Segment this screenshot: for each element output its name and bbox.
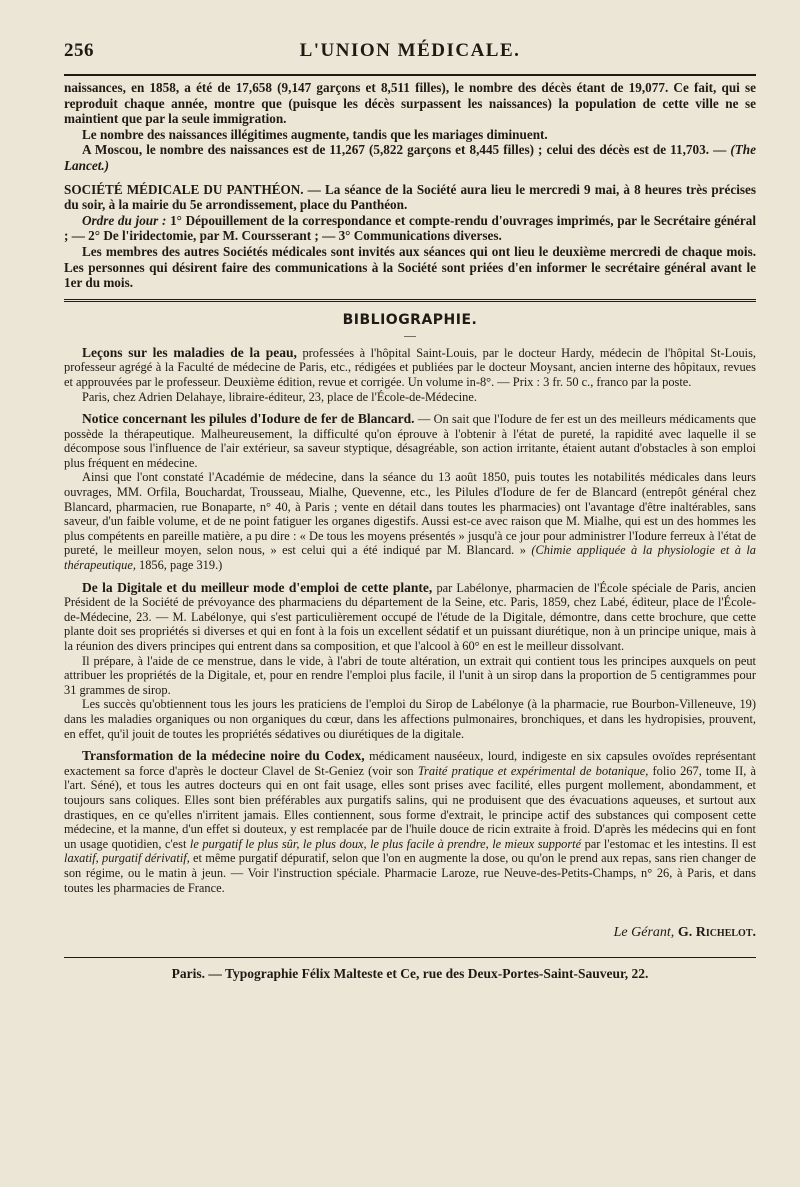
paragraph: Le nombre des naissances illégitimes augmente, tandis que les mariages diminuent. (82, 126, 548, 142)
agenda-label: Ordre du jour : (82, 212, 167, 228)
paragraph: Les succès qu'obtiennent tous les jours les praticiens de l'emploi du Sirop de Labélonye (à la pharmacie, rue Bourbon-Villeneuve, 19) dans les maladies organiques ou non organiques du cœur, dans les affections pulmonaires, bronchiques, et dans les hydropisies, prouvent, en effet, qu'il jouit de toutes les propriétés sédatives ou diurétiques de la digitale. (64, 697, 756, 741)
society-notice: SOCIÉTÉ MÉDICALE DU PANTHÉON. — La séance de la Société aura lieu le mercredi 9 mai, à 8 heures très précises du soir, à la mairie du 5e arrondissement, place du Panthéon. (64, 181, 756, 213)
bib-entry: Notice concernant les pilules d'Iodure de fer de Blancard. — On sait que l'Iodure de fer est un des meilleurs médicaments que possède la thérapeutique. Malheureusement, la difficulté qu'on éprouve à l'obtenir à l'état de pureté, la rapidité avec laquelle il se décompose sous l'influence de l'air extérieur, sa saveur styptique, désagréable, son action irritante, étaient autant d'obstacles à son emploi plus fréquent en médecine. (64, 411, 756, 470)
footer-rule (64, 957, 756, 958)
paragraph: Paris, chez Adrien Delahaye, libraire-éditeur, 23, place de l'École-de-Médecine. (82, 389, 477, 404)
entry-title: Leçons sur les maladies de la peau, (82, 344, 297, 360)
page-header (64, 40, 756, 68)
header-rule (64, 74, 756, 76)
paragraph: Il prépare, à l'aide de ce menstrue, dans le vide, à l'abri de toute altération, un extrait qui contient tous les principes auxquels on peut attribuer les propriétés de la Digitale, et, pour en rendre l'emploi plus facile, il l'unit à un sirop dans la proportion de 5 centigrammes pour 31 grammes de sirop. (64, 653, 756, 697)
section-heading: BIBLIOGRAPHIE. (342, 311, 478, 328)
paragraph: A Moscou, le nombre des naissances est de 11,267 (5,822 garçons et 8,445 filles) ; celui des décès est de 11,703. — (The Lancet.) (64, 142, 756, 173)
bib-entry: De la Digitale et du meilleur mode d'emploi de cette plante, par Labélonye, pharmacien de l'École spéciale de Paris, ancien Président de la Société de prévoyance des pharmaciens du département de la Seine, etc. Paris, 1859, chez Labé, éditeur, place de l'École-de-Médecine, 23. — M. Labélonye, qui s'est particulièrement occupé de l'étude de la Digitale, démontre, dans cette brochure, que cette plante doit ses propriétés si diverses et qui en font à la fois un excellent sédatif et un puissant diurétique, non à un principe unique, mais à la réunion des divers principes qui entrent dans sa composition, et que l'alcool à 60° en est le meilleur dissolvant. (64, 579, 757, 653)
source-citation: (The Lancet.) (64, 142, 756, 173)
bibliography-section (64, 346, 756, 895)
paragraph: Ainsi que l'ont constaté l'Académie de médecine, dans la séance du 13 août 1850, puis toutes les notabilités médicales dans leurs ouvrages, MM. Orfila, Bouchardat, Trousseau, Mialhe, Quevenne, etc., les Pilules d'Iodure de fer de Blancard (entrepôt général chez Blancard, pharmacien, rue Bonaparte, n° 40, à Paris ; vente en détail dans toutes les pharmacies) ont l'avantage d'être inaltérables, sans saveur, d'un faible volume, et de ne point fatiguer les organes digestifs. Aussi est-ce avec raison que M. Mialhe, qui est un des hommes les plus compétents en pareille matière, a pu dire : « De tous les moyens présentés » jusqu'à ce jour pour administrer l'Iodure ferreux à l'état de pureté, le meilleur moyen, selon nous, » est celui qui a été indiqué par M. Blancard. » (Chimie appliquée à la physiologie et à la thérapeutique, 1856, page 319.) (64, 470, 757, 573)
heading-dash: — (404, 327, 416, 342)
paragraph: Les membres des autres Sociétés médicales sont invités aux séances qui ont lieu le deuxième mercredi de chaque mois. Les personnes qui désirent faire des communications à la Société sont priées d'en informer le secrétaire général avant le 1er du mois. (64, 243, 756, 291)
printer-imprint: Paris. — Typographie Félix Malteste et Ce, rue des Deux-Portes-Saint-Sauveur, 22. (171, 966, 649, 982)
bib-entry: Transformation de la médecine noire du Codex, médicament nauséeux, lourd, indigeste en six capsules ovoïdes représentant exactement sa force d'après le docteur Clavel de St-Geniez (voir son Traité pratique et expérimental de botanique, folio 267, tome II, à l'art. Séné), et tous les autres docteurs qui en ont fait usage, elles sont prises avec facilité, elles purgent mollement, abondamment, et toujours sans coliques. Elles sont bien préférables aux purgatifs salins, qui ne produisent que des évacuations aqueuses, et surtout aux drastiques, en ce qu'elles n'irritent jamais. Elles contiennent, sous forme d'extrait, le principe actif des substances qui composent cette médecine, et la manne, d'un effet si douteux, y est remplacée par de l'huile douce de ricin extraite à froid. D'après les médecins qui en font un usage quotidien, c'est le purgatif le plus sûr, le plus doux, le plus facile à prendre, le mieux supporté par l'estomac et les intestins. Il est laxatif, purgatif dérivatif, et même purgatif dépuratif, selon que l'on en augmente la dose, ou qu'on le prend aux repas, sans rien changer de son régime, ou le matin à jeun. — Voir l'instruction spéciale. Pharmacie Laroze, rue Neuve-des-Petits-Champs, n° 26, à Paris, et dans toutes les pharmacies de France. (64, 748, 757, 895)
society-name: SOCIÉTÉ MÉDICALE DU PANTHÉON. (64, 181, 304, 197)
page-number: 256 (64, 40, 94, 61)
entry-title: Notice concernant les pilules d'Iodure de fer de Blancard. (82, 411, 415, 427)
entry-title: De la Digitale et du meilleur mode d'emploi de cette plante, (82, 579, 433, 595)
agenda: Ordre du jour : 1° Dépouillement de la correspondance et compte-rendu d'ouvrages imprimés, par le Secrétaire général ; — 2° De l'iridectomie, par M. Coursserant ; — 3° Communications diverses. (64, 212, 756, 244)
journal-title: L'UNION MÉDICALE. (299, 40, 521, 61)
entry-title: Transformation de la médecine noire du Codex, (82, 748, 365, 764)
news-section (64, 80, 756, 291)
signature: Le Gérant, G. Richelot. (613, 925, 756, 941)
bib-entry: Leçons sur les maladies de la peau, professées à l'hôpital Saint-Louis, par le docteur Hardy, médecin de l'hôpital St-Louis, professeur agrégé à la Faculté de médecine de Paris, etc., rédigées et publiées par le docteur Moysant, ancien interne des hôpitaux, revues et approuvées par le professeur. Deuxième édition, revue et corrigée. Un volume in-8°. — Prix : 3 fr. 50 c., franco par la poste. (64, 344, 757, 389)
section-divider (64, 299, 756, 302)
paragraph: naissances, en 1858, a été de 17,658 (9,147 garçons et 8,511 filles), le nombre des décès étant de 19,077. Ce fait, qui se reproduit chaque année, montre que (puisque les décès surpassent les naissances) la population de cette ville ne se maintient que par la seule immigration. (64, 80, 756, 127)
